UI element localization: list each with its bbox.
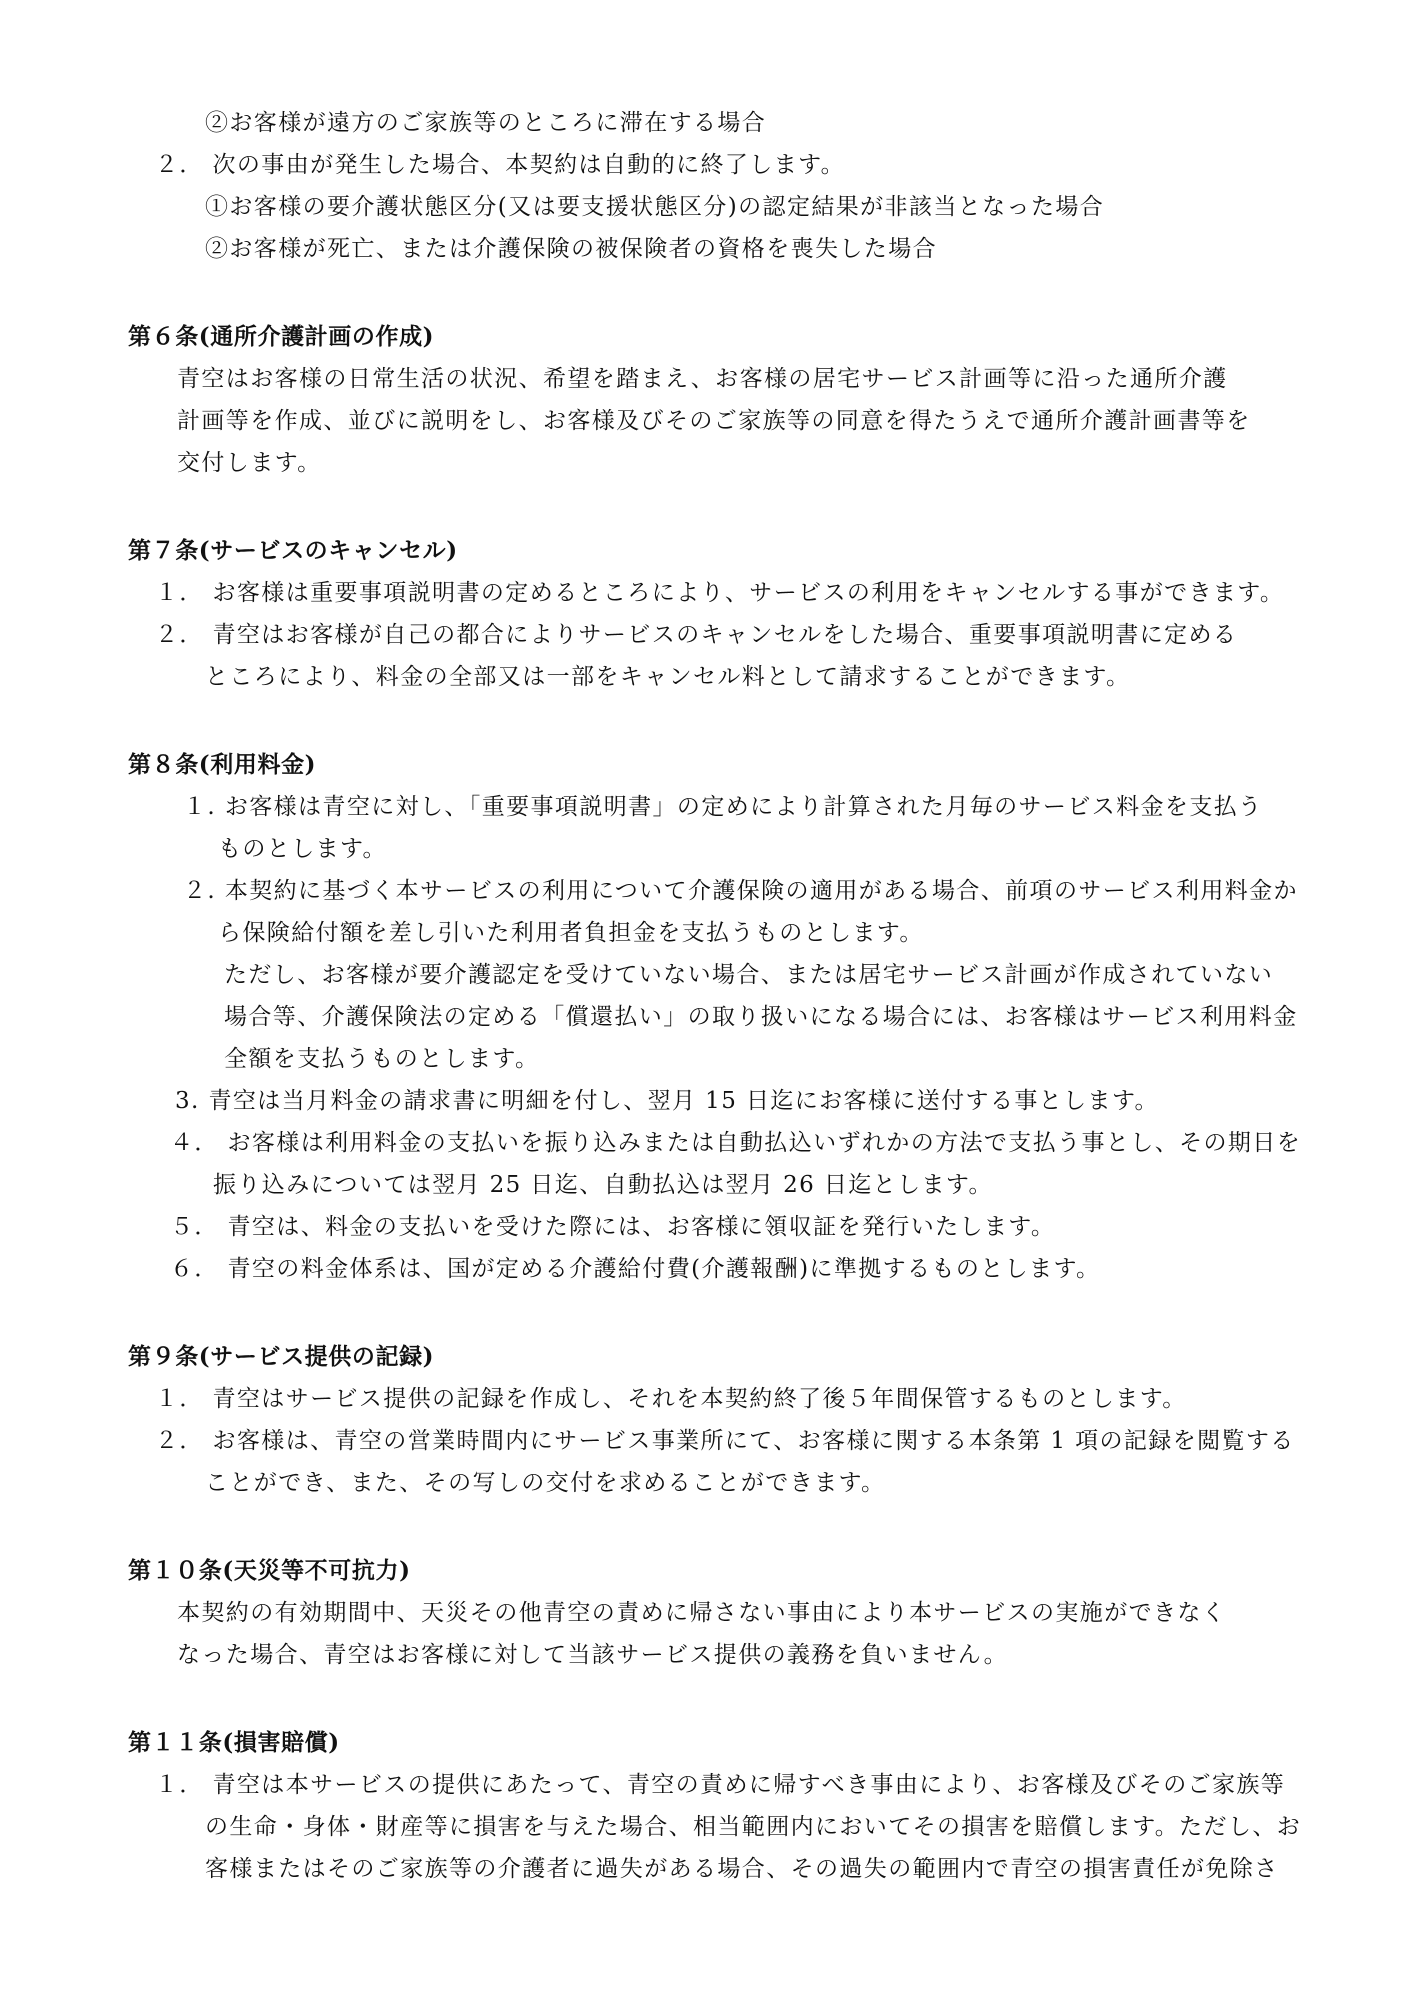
text-line: ら保険給付額を差し引いた利用者負担金を支払うものとします。	[218, 920, 924, 946]
article-11-heading: 第１１条(損害賠償)	[128, 1729, 340, 1756]
text-line: ①お客様の要介護状態区分(又は要支援状態区分)の認定結果が非該当となった場合	[205, 194, 1105, 220]
text-line: なった場合、青空はお客様に対して当該サービス提供の義務を負いません。	[177, 1642, 1008, 1668]
text-line: 青空はお客様の日常生活の状況、希望を踏まえ、お客様の居宅サービス計画等に沿った通所介護	[177, 366, 1228, 392]
text-line: １． 青空は本サービスの提供にあたって、青空の責めに帰すべき事由により、お客様及びそのご家族等	[155, 1772, 1286, 1798]
text-line: の生命・身体・財産等に損害を与えた場合、相当範囲内においてその損害を賠償します。ただし、お	[205, 1814, 1302, 1840]
text-line: ２． 青空はお客様が自己の都合によりサービスのキャンセルをした場合、重要事項説明書に定める	[155, 622, 1238, 648]
article-8-heading: 第８条(利用料金)	[128, 751, 317, 778]
text-line: １． お客様は重要事項説明書の定めるところにより、サービスの利用をキャンセルする事ができます。	[155, 580, 1285, 606]
article-7-heading: 第７条(サービスのキャンセル)	[128, 537, 458, 564]
text-line: 計画等を作成、並びに説明をし、お客様及びそのご家族等の同意を得たうえで通所介護計画書等を	[177, 408, 1251, 434]
text-line: ことができ、また、その写しの交付を求めることができます。	[205, 1470, 886, 1496]
text-line: ２. 本契約に基づく本サービスの利用について介護保険の適用がある場合、前項のサービス利用料金か	[183, 878, 1298, 904]
text-line: ４． お客様は利用料金の支払いを振り込みまたは自動払込いずれかの方法で支払う事とし、その期日を	[170, 1130, 1302, 1156]
text-line: ５． 青空は、料金の支払いを受けた際には、お客様に領収証を発行いたします。	[170, 1214, 1056, 1240]
text-line: 振り込みについては翌月 25 日迄、自動払込は翌月 26 日迄とします。	[213, 1172, 993, 1198]
text-line: ６． 青空の料金体系は、国が定める介護給付費(介護報酬)に準拠するものとします。	[170, 1256, 1101, 1282]
text-line: ②お客様が遠方のご家族等のところに滞在する場合	[205, 110, 767, 136]
article-6-heading: 第６条(通所介護計画の作成)	[128, 323, 435, 350]
text-line: ただし、お客様が要介護認定を受けていない場合、または居宅サービス計画が作成されていない	[224, 962, 1274, 988]
text-line: 全額を支払うものとします。	[224, 1046, 540, 1072]
text-line: １. お客様は青空に対し、「重要事項説明書」の定めにより計算された月毎のサービス料金を支払う	[183, 794, 1263, 820]
text-line: ２． お客様は、青空の営業時間内にサービス事業所にて、お客様に関する本条第 1 項の記録を閲覧する	[155, 1428, 1295, 1454]
article-10-heading: 第１０条(天災等不可抗力)	[128, 1557, 411, 1584]
text-line: １． 青空はサービス提供の記録を作成し、それを本契約終了後５年間保管するものとします。	[155, 1386, 1187, 1412]
text-line: 客様またはそのご家族等の介護者に過失がある場合、その過失の範囲内で青空の損害責任が免除さ	[205, 1856, 1279, 1882]
text-line: ②お客様が死亡、または介護保険の被保険者の資格を喪失した場合	[205, 236, 937, 262]
text-line: ものとします。	[218, 836, 387, 862]
text-line: 3. 青空は当月料金の請求書に明細を付し、翌月 15 日迄にお客様に送付する事とします。	[175, 1088, 1159, 1114]
text-line: ところにより、料金の全部又は一部をキャンセル料として請求することができます。	[205, 664, 1131, 690]
article-9-heading: 第９条(サービス提供の記録)	[128, 1343, 435, 1370]
text-line: 本契約の有効期間中、天災その他青空の責めに帰さない事由により本サービスの実施ができなく	[177, 1600, 1227, 1626]
text-line: ２． 次の事由が発生した場合、本契約は自動的に終了します。	[155, 152, 846, 178]
text-line: 交付します。	[177, 450, 322, 476]
text-line: 場合等、介護保険法の定める「償還払い」の取り扱いになる場合には、お客様はサービス利用料金	[224, 1004, 1298, 1030]
